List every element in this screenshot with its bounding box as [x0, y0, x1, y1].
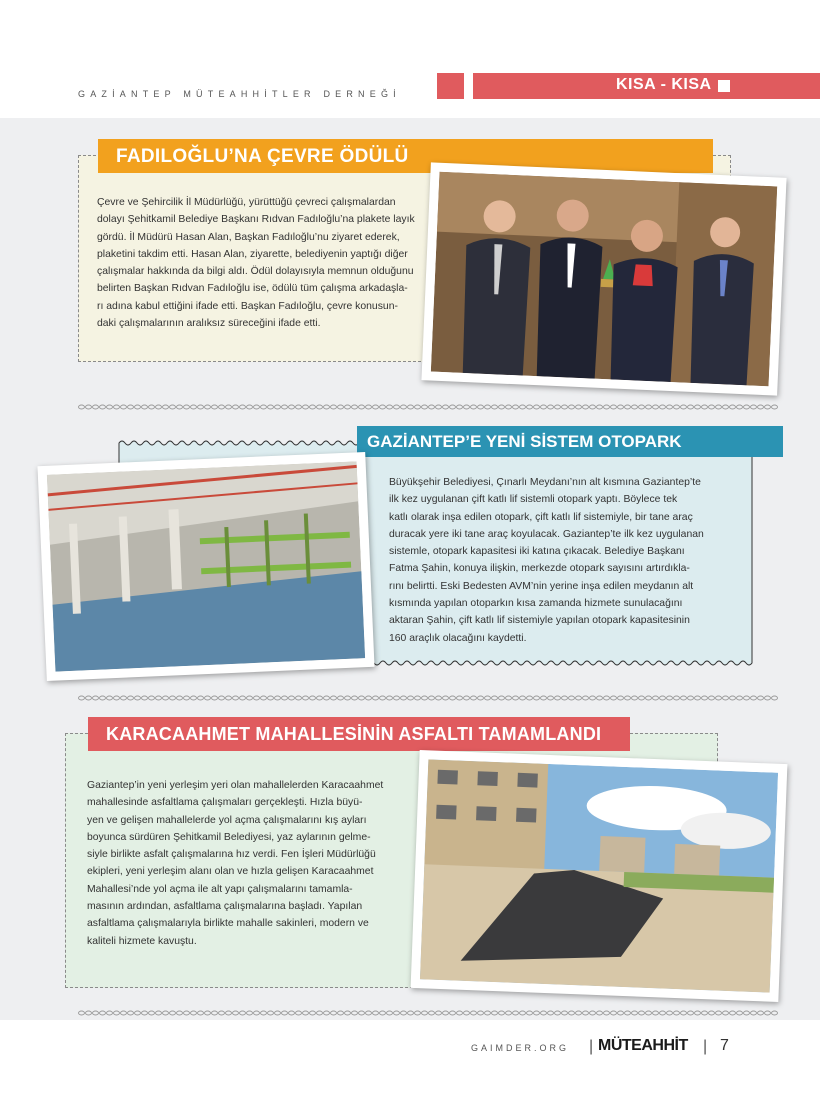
header-organization: GAZİANTEP MÜTEAHHİTLER DERNEĞİ	[78, 89, 401, 99]
section-divider	[78, 404, 778, 410]
section-divider	[78, 1010, 778, 1016]
header-section-label: KISA - KISA	[616, 76, 712, 93]
asphalt-road-photo	[411, 750, 788, 1002]
award-photo	[421, 162, 786, 395]
article-title-award: FADILOĞLU’NA ÇEVRE ÖDÜLÜ	[98, 139, 713, 173]
section-divider	[78, 695, 778, 701]
article-title-asphalt: KARACAAHMET MAHALLESİNİN ASFALTI TAMAMLANDI	[88, 717, 630, 751]
page-number: 7	[720, 1037, 729, 1054]
article-title-parking: GAZİANTEP’E YENİ SİSTEM OTOPARK	[357, 426, 783, 457]
parking-photo	[37, 452, 374, 681]
article-text-asphalt: Gaziantep’in yeni yerleşim yeri olan mahallelerden Karacaahmet mahallesinde asfaltlama çalışmaları gerçekleşti. Hızla büyü- yen ve gelişen mahallelerde yol açma çalışmalarını kış ayları boyunca sürdüren Şehitkamil Belediyesi, yaz aylarının gelme- siyle birlikte asfalt çalışmalarına hız verdi. Fen İşleri Müdürlüğü ekipleri, yeni yerleşim alanı olan ve hızla gelişen Karacaahmet Mahallesi’nde yol açma ile alt yapı çalışmalarını tamamla- masının ardından, asfaltlama çalışmalarına başladı. Yapılan asfaltlama çalışmalarıyla birlikte mahalle sakinleri, modern ve kaliteli hizmete kavuştu.	[87, 780, 384, 947]
article-text-parking: Büyükşehir Belediyesi, Çınarlı Meydanı’nın alt kısmına Gaziantep’te ilk kez uygulanan çift katlı lif sistemli otopark yaptı. Böylece tek katlı olarak inşa edilen otopark, çift katlı lif sistemiyle, bir tane araç duracak yere iki tane araç koyulacak. Gaziantep’te ilk kez uygulanan sistemle, otopark kapasitesi iki katına çıkacak. Belediye Başkanı Fatma Şahin, konuya ilişkin, merkezde otopark sayısını artırdıkla- rını belirtti. Eski Bedesten AVM’nin yerine inşa edilen meydanın alt kısmında yapılan otoparkın kısa zamanda hizmete sunulacağını aktaran Şahin, çift katlı lif sistemiyle yapılan otopark kapasitesinin 160 araçlık olacağını kaydetti.	[389, 477, 704, 644]
header-square-icon	[718, 80, 730, 92]
footer-separator: |	[703, 1038, 708, 1055]
footer-separator: |	[589, 1038, 594, 1055]
footer-website: GAIMDER.ORG	[471, 1043, 570, 1053]
footer-magazine-logo: MÜTEAHHİT	[598, 1037, 688, 1054]
article-text-award: Çevre ve Şehircilik İl Müdürlüğü, yürüttüğü çevreci çalışmalardan dolayı Şehitkamil Belediye Başkanı Rıdvan Fadıloğlu’na plakete layık gördü. İl Müdürü Hasan Alan, Başkan Fadıloğlu’nu ziyaret ederek, plaketini takdim etti. Hasan Alan, ziyarette, belediyenin yaptığı diğer çalışmalar hakkında da bilgi aldı. Ödül dolayısıyla memnun olduğunu belirten Başkan Rıdvan Fadıloğlu ise, ödülü tüm çalışma arkadaşla- rı adına kabul ettiğini ifade etti. Başkan Fadıloğlu, çevre konusun- daki çalışmalarının aralıksız süreceğini ifade etti.	[97, 197, 415, 330]
header-accent-block	[437, 73, 464, 99]
